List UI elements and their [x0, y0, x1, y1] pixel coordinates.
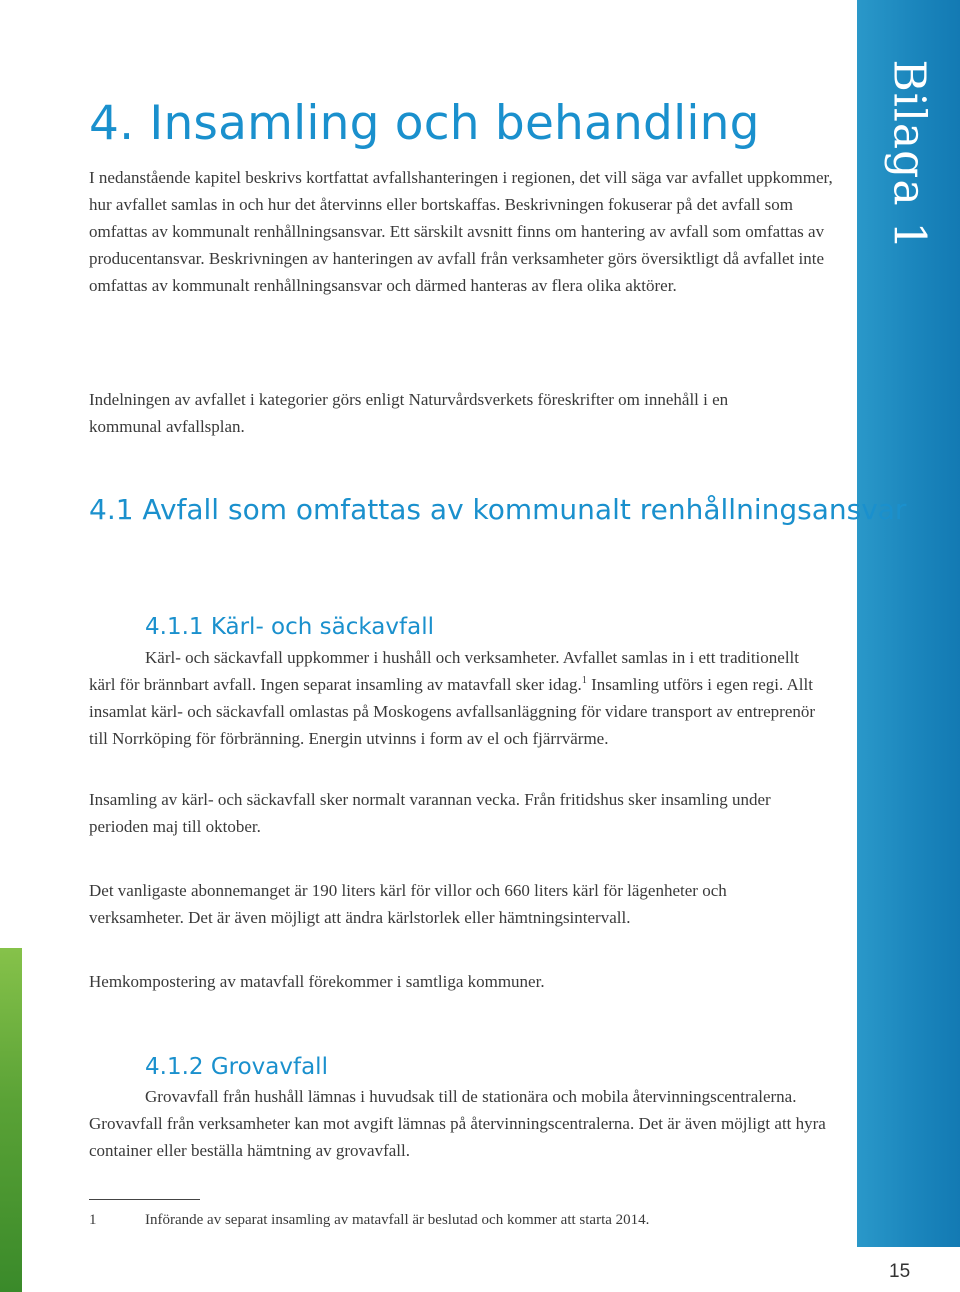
page-number: 15 [889, 1261, 911, 1282]
appendix-sidebar [857, 0, 960, 1292]
footnote [89, 1209, 649, 1231]
section-heading-4-1-2: 4.1.2 Grovavfall [145, 1054, 328, 1080]
intro-paragraph-categories: Indelningen av avfallet i kategorier görs enligt Naturvårdsverkets föreskrifter om innehåll i en kommunal avfallsplan. [89, 390, 729, 436]
footnote-divider [89, 1199, 200, 1200]
section-4-1-1-paragraph-4: Hemkompostering av matavfall förekommer i samtliga kommuner. [89, 972, 545, 991]
paragraph-text: Grovavfall från hushåll lämnas i huvudsak till de stationära och mobila återvinningscentralerna. Grovavfall från verksamheter kan mot avgift lämnas på återvinningscentralerna. Det är även möjligt att hyra container eller beställa hämtning av grovavfall. [89, 1087, 826, 1160]
section-4-1-1-paragraph-1 [89, 644, 829, 752]
paragraph-text-start: Kärl- och säckavfall uppkommer i hushåll och verksamheter. Avfallet samlas in i ett traditionellt kärl för brännbart avfall. Ingen separat insamling av matavfall sker idag. [89, 648, 799, 694]
paragraph-text-end: Insamling utförs i egen regi. Allt insamlat kärl- och säckavfall omlastas på Moskogens avfallsanläggning för vidare transport av entreprenör till Norrköping för förbränning. Energin utvinns i form av el och fjärrvärme. [89, 675, 816, 748]
chapter-title: 4. Insamling och behandling [89, 96, 760, 151]
section-4-1-2-paragraph [89, 1083, 834, 1164]
section-heading-4-1-1: 4.1.1 Kärl- och säckavfall [145, 614, 434, 640]
footnote-number: 1 [89, 1212, 97, 1228]
section-4-1-1-paragraph-2: Insamling av kärl- och säckavfall sker normalt varannan vecka. Från fritidshus sker insamling under perioden maj till oktober. [89, 790, 771, 836]
section-heading-4-1: 4.1 Avfall som omfattas av kommunalt renhållningsansvar [89, 493, 907, 526]
footnote-text: Införande av separat insamling av matavfall är beslutad och kommer att starta 2014. [145, 1212, 650, 1228]
page-number-box [857, 1247, 960, 1292]
appendix-label: Bilaga 1 [883, 59, 934, 251]
decorative-green-strip [0, 948, 22, 1292]
footnote-reference[interactable]: 1 [581, 675, 587, 686]
intro-paragraph: I nedanstående kapitel beskrivs kortfattat avfallshanteringen i regionen, det vill säga var avfallet uppkommer, hur avfallet samlas in och hur det återvinns eller bortskaffas. Beskrivningen fokuserar på det avfall som omfattas av kommunalt renhållningsansvar. Ett särskilt avsnitt finns om hantering av avfall som omfattas av producentansvar. Beskrivningen av hanteringen av avfall från verksamheter görs översiktligt då avfallet inte omfattas av kommunalt renhållningsansvar och därmed hanteras av flera olika aktörer. [89, 168, 833, 295]
section-4-1-1-paragraph-3: Det vanligaste abonnemanget är 190 liters kärl för villor och 660 liters kärl för lägenheter och verksamheter. Det är även möjligt att ändra kärlstorlek eller hämtningsintervall. [89, 881, 727, 927]
